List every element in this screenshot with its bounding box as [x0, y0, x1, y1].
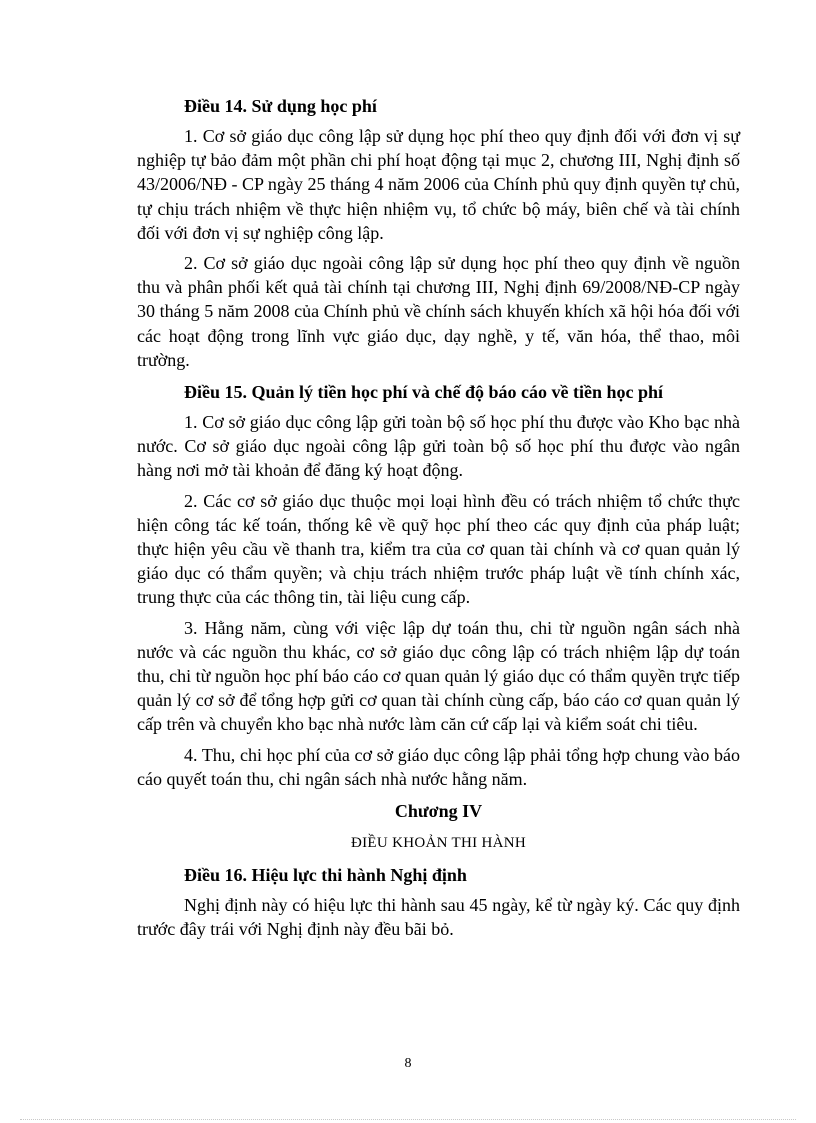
article-15-paragraph-4: 4. Thu, chi học phí của cơ sở giáo dục công lập phải tổng hợp chung vào báo cáo quyết toán thu, chi ngân sách nhà nước hằng năm.	[137, 744, 740, 789]
article-14-heading: Điều 14. Sử dụng học phí	[184, 96, 377, 116]
footer-divider	[20, 1119, 796, 1120]
article-15-paragraph-2: 2. Các cơ sở giáo dục thuộc mọi loại hình đều có trách nhiệm tổ chức thực hiện công tác kế toán, thống kê về quỹ học phí theo các quy định của pháp luật; thực hiện yêu cầu về thanh tra, kiểm tra của cơ quan tài chính và cơ quan quản lý giáo dục có thẩm quyền; và chịu trách nhiệm trước pháp luật về tính chính xác, trung thực của các thông tin, tài liệu cung cấp.	[137, 490, 740, 608]
chapter-subtitle: ĐIỀU KHOẢN THI HÀNH	[351, 835, 526, 852]
article-15-paragraph-1: 1. Cơ sở giáo dục công lập gửi toàn bộ số học phí thu được vào Kho bạc nhà nước. Cơ sở giáo dục ngoài công lập gửi toàn bộ số học phí thu được vào ngân hàng nơi mở tài khoản để đăng ký hoạt động.	[137, 412, 740, 481]
article-15-paragraph-3: 3. Hằng năm, cùng với việc lập dự toán thu, chi từ nguồn ngân sách nhà nước và các nguồn thu khác, cơ sở giáo dục công lập có trách nhiệm lập dự toán thu, chi từ nguồn học phí báo cáo cơ quan quản lý giáo dục có thẩm quyền trực tiếp quản lý cơ sở để tổng hợp gửi cơ quan tài chính cùng cấp, báo cáo cơ quan quản lý cấp trên và chuyển kho bạc nhà nước làm căn cứ cấp lại và kiểm soát chi tiêu.	[137, 617, 740, 735]
article-14-paragraph-2: 2. Cơ sở giáo dục ngoài công lập sử dụng học phí theo quy định về nguồn thu và phân phối kết quả tài chính tại chương III, Nghị định 69/2008/NĐ-CP ngày 30 tháng 5 năm 2008 của Chính phủ về chính sách khuyến khích xã hội hóa đối với các hoạt động trong lĩnh vực giáo dục, dạy nghề, y tế, văn hóa, thể thao, môi trường.	[137, 253, 740, 370]
article-16-paragraph-1: Nghị định này có hiệu lực thi hành sau 45 ngày, kể từ ngày ký. Các quy định trước đây trái với Nghị định này đều bãi bỏ.	[137, 895, 740, 940]
article-16-heading: Điều 16. Hiệu lực thi hành Nghị định	[184, 865, 467, 886]
document-page	[137, 92, 740, 947]
article-15-heading: Điều 15. Quản lý tiền học phí và chế độ báo cáo về tiền học phí	[184, 382, 664, 403]
chapter-title: Chương IV	[394, 801, 483, 822]
page-number: 8	[404, 1056, 412, 1071]
article-14-paragraph-1: 1. Cơ sở giáo dục công lập sử dụng học phí theo quy định đối với đơn vị sự nghiệp tự bảo đảm một phần chi phí hoạt động tại mục 2, chương III, Nghị định số 43/2006/NĐ - CP ngày 25 tháng 4 năm 2006 của Chính phủ quy định quyền tự chủ, tự chịu trách nhiệm về thực hiện nhiệm vụ, tổ chức bộ máy, biên chế và tài chính đối với đơn vị sự nghiệp công lập.	[137, 126, 740, 243]
